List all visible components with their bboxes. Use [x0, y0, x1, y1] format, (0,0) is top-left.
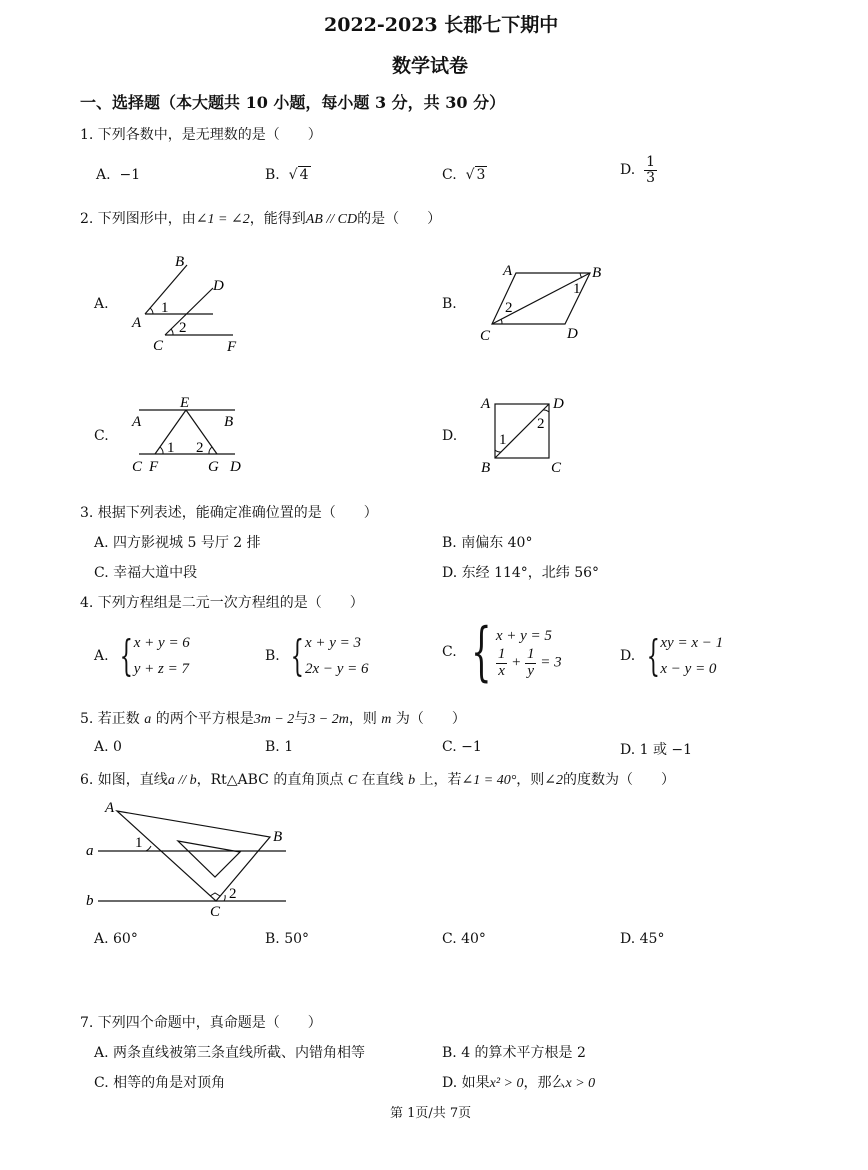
- fig-c-label-a: A: [132, 414, 142, 430]
- q4-option-a: A. {x + y = 6 y + z = 7: [94, 631, 190, 680]
- q6-label-a-vertex: A: [105, 800, 115, 816]
- q5-option-a: A. 0: [94, 739, 122, 755]
- q6-option-b: B. 50°: [265, 931, 310, 947]
- exam-subtitle: 数学试卷: [392, 55, 469, 77]
- q6-label-line-a: a: [86, 843, 94, 859]
- q6-figure: [80, 795, 300, 925]
- q2-figure-d: [475, 392, 585, 482]
- q2-option-c-label: C.: [94, 428, 109, 444]
- fig-c-label-d: D: [230, 459, 241, 475]
- q6-option-c: C. 40°: [442, 931, 486, 947]
- fig-c-label-g: G: [208, 459, 219, 475]
- fig-c-label-b: B: [224, 414, 234, 430]
- fig-a-angle-1: 1: [161, 300, 169, 316]
- q6-label-b-vertex: B: [273, 829, 283, 845]
- q6-option-a: A. 60°: [94, 931, 138, 947]
- q1-option-d: D. $\frac{1}{3}$: [620, 154, 656, 186]
- q7-option-c: C. 相等的角是对顶角: [94, 1075, 226, 1091]
- q2-figure-b: [470, 258, 620, 348]
- q5-option-b: B. 1: [265, 739, 294, 755]
- q1-option-b: B. √ 4: [265, 167, 309, 183]
- question-4-stem: 4. 下列方程组是二元一次方程组的是（ ）: [80, 595, 364, 611]
- q3-option-c: C. 幸福大道中段: [94, 565, 198, 581]
- q4-option-c: C. { x + y = 5 $\frac{1}{x}$ + $\frac{1}{y}$ = 3: [442, 615, 562, 689]
- q2-figure-c: [125, 392, 255, 482]
- fig-a-label-f: F: [227, 339, 237, 355]
- q2-figure-a: [125, 250, 265, 360]
- q3-option-b: B. 南偏东 40°: [442, 535, 533, 551]
- q7-option-b: B. 4 的算术平方根是 2: [442, 1045, 586, 1061]
- fig-b-label-d: D: [567, 326, 578, 342]
- fig-d-label-a: A: [481, 396, 491, 412]
- question-5-stem: 5. 若正数 a 的两个平方根是3m − 2与3 − 2m，则 m 为（ ）: [80, 711, 466, 727]
- fig-c-label-f: F: [149, 459, 159, 475]
- q7-option-a: A. 两条直线被第三条直线所截、内错角相等: [94, 1045, 366, 1061]
- q6-option-d: D. 45°: [620, 931, 665, 947]
- q6-angle-2: 2: [229, 886, 237, 902]
- q6-angle-1: 1: [135, 835, 143, 851]
- exam-title: 2022-2023 长郡七下期中: [324, 14, 559, 36]
- q4-option-d: D. {xy = x − 1 x − y = 0: [620, 631, 724, 680]
- q6-label-line-b: b: [86, 893, 94, 909]
- fig-c-label-c: C: [132, 459, 143, 475]
- fig-b-label-b: B: [592, 265, 602, 281]
- question-7-stem: 7. 下列四个命题中，真命题是（ ）: [80, 1015, 322, 1031]
- q7-option-d: D. 如果x² > 0，那么x > 0: [442, 1075, 596, 1091]
- q3-option-d: D. 东经 114°，北纬 56°: [442, 565, 600, 581]
- fig-b-label-c: C: [480, 328, 491, 344]
- q2-option-a-label: A.: [94, 296, 109, 312]
- fig-d-angle-2: 2: [537, 416, 545, 432]
- q1-option-a: A. −1: [96, 167, 141, 183]
- q2-option-d-label: D.: [442, 428, 458, 444]
- page-number: 第 1页/共 7页: [390, 1106, 472, 1121]
- fig-a-label-a: A: [132, 315, 142, 331]
- fig-a-angle-2: 2: [179, 320, 187, 336]
- q6-label-c-vertex: C: [210, 904, 221, 920]
- q5-option-c: C. −1: [442, 739, 482, 755]
- fig-d-label-c: C: [551, 460, 562, 476]
- fig-a-label-c: C: [153, 338, 164, 354]
- fig-a-label-d: D: [213, 278, 224, 294]
- question-1-stem: 1. 下列各数中，是无理数的是（ ）: [80, 127, 322, 143]
- fig-d-label-d: D: [553, 396, 564, 412]
- fig-a-label-b: B: [175, 254, 185, 270]
- q2-option-b-label: B.: [442, 296, 457, 312]
- fig-b-label-a: A: [503, 263, 513, 279]
- section-heading: 一、选择题（本大题共 10 小题，每小题 3 分，共 30 分）: [80, 93, 506, 112]
- question-6-stem: 6. 如图，直线a // b，Rt△ABC 的直角顶点 C 在直线 b 上，若∠1 = 40°，则∠2的度数为（ ）: [80, 772, 676, 788]
- question-3-stem: 3. 根据下列表述，能确定准确位置的是（ ）: [80, 505, 378, 521]
- fig-c-angle-2: 2: [196, 440, 204, 456]
- fig-c-angle-1: 1: [167, 440, 175, 456]
- q3-option-a: A. 四方影视城 5 号厅 2 排: [94, 535, 261, 551]
- question-2-stem: 2. 下列图形中，由∠1 = ∠2，能得到AB // CD的是（ ）: [80, 211, 442, 227]
- fig-d-angle-1: 1: [499, 432, 507, 448]
- fig-b-angle-1: 1: [573, 281, 581, 297]
- q5-option-d: D. 1 或 −1: [620, 742, 693, 758]
- fig-c-label-e: E: [180, 395, 190, 411]
- fig-b-angle-2: 2: [505, 300, 513, 316]
- fig-d-label-b: B: [481, 460, 491, 476]
- q4-option-b: B. {x + y = 3 2x − y = 6: [265, 631, 369, 680]
- q1-option-c: C. √ 3: [442, 167, 486, 183]
